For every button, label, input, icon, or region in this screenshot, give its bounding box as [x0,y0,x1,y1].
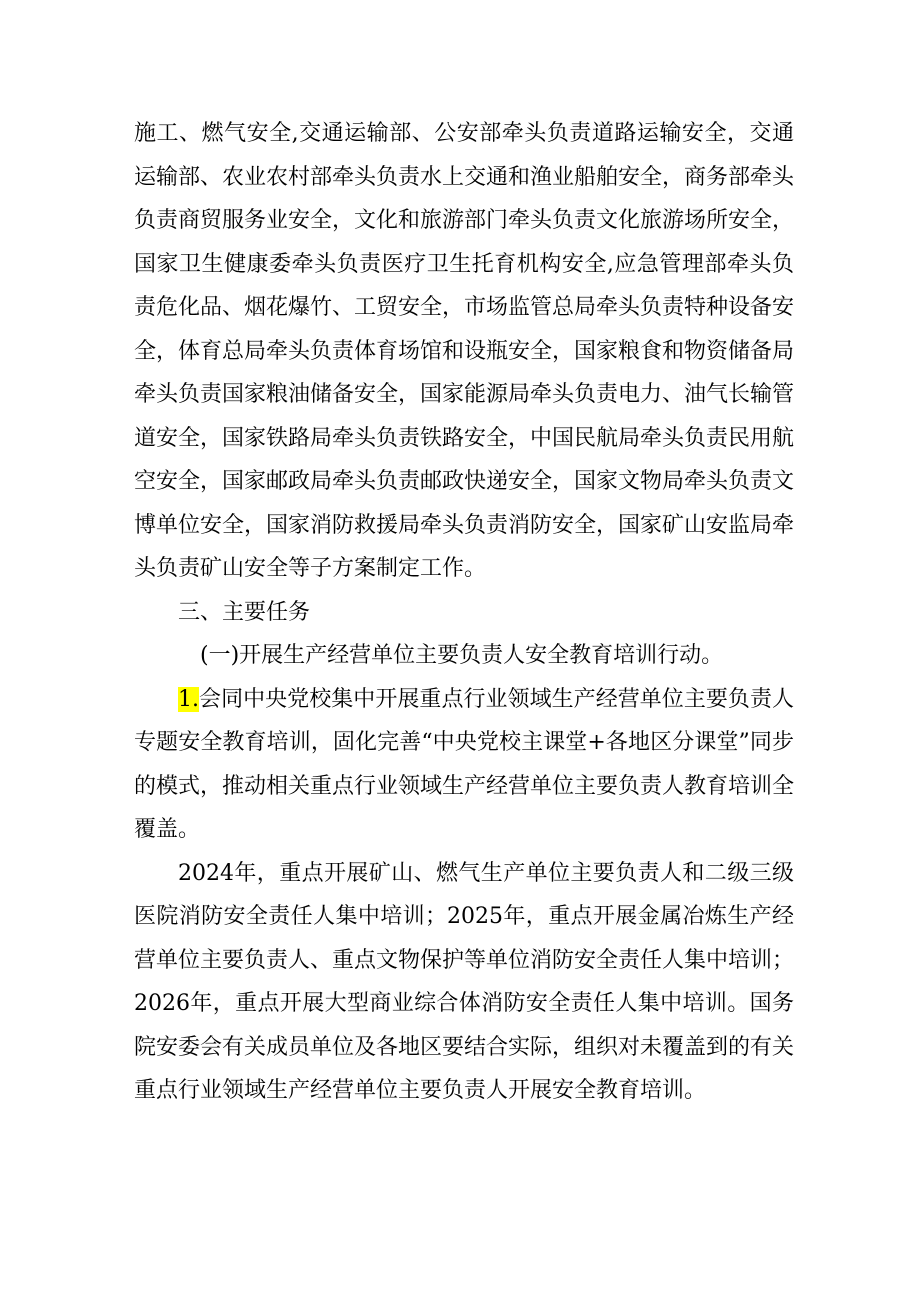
item-1-number-highlight: 1. [178,686,199,712]
section-heading-main-tasks: 三、主要任务 [178,599,311,625]
item-1-paragraph [134,678,794,852]
paragraph-yearly-training-plan: 2024年，重点开展矿山、燃气生产单位主要负责人和二级三级医院消防安全责任人集中培训；2025年，重点开展金属冶炼生产经营单位主要负责人、重点文物保护等单位消防安全责任人集中培训；2026年，重点开展大型商业综合体消防安全责任人集中培训。国务院安委会有关成员单位及各地区要结合实际，组织对未覆盖到的有关重点行业领域生产经营单位主要负责人开展安全教育培训。 [134,860,795,1103]
subsection-heading-training-action: (一)开展生产经营单位主要负责人安全教育培训行动。 [200,643,724,668]
item-1-text: 会同中央党校集中开展重点行业领域生产经营单位主要负责人专题安全教育培训，固化完善“中央党校主课堂+各地区分课堂”同步的模式，推动相关重点行业领域生产经营单位主要负责人教育培训全覆盖。 [134,686,795,842]
document-body [134,112,794,1113]
paragraph-agency-responsibilities: 施工、燃气安全,交通运输部、公安部牵头负责道路运输安全，交通运输部、农业农村部牵头负责水上交通和渔业船舶安全，商务部牵头负责商贸服务业安全，文化和旅游部门牵头负责文化旅游场所安全，国家卫生健康委牵头负责医疗卫生托育机构安全,应急管理部牵头负责危化品、烟花爆竹、工贸安全，市场监管总局牵头负责特种设备安全，体育总局牵头负责体育场馆和设瓶安全，国家粮食和物资储备局牵头负责国家粮油储备安全，国家能源局牵头负责电力、油气长输管道安全，国家铁路局牵头负责铁路安全，中国民航局牵头负责民用航空安全，国家邮政局牵头负责邮政快递安全，国家文物局牵头负责文博单位安全，国家消防救援局牵头负责消防安全，国家矿山安监局牵头负责矿山安全等子方案制定工作。 [134,121,795,581]
